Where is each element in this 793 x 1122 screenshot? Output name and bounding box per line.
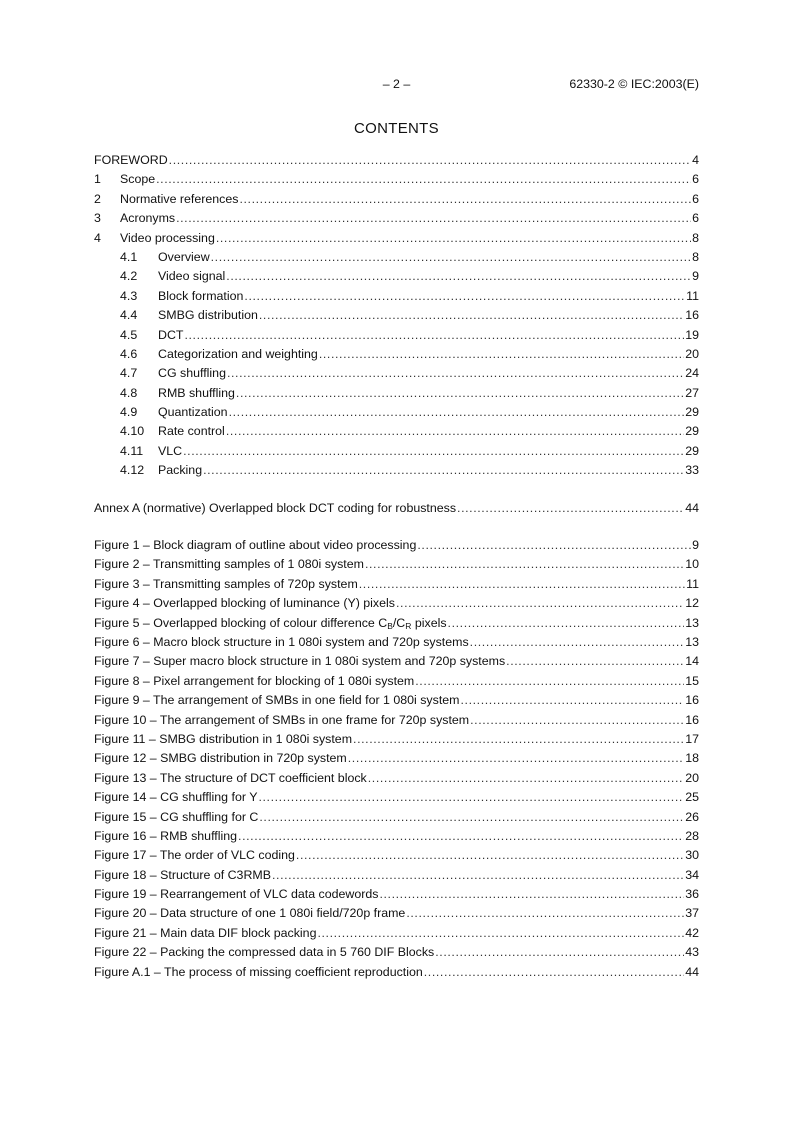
toc-entry-text: Figure 19 – Rearrangement of VLC data codewords: [94, 887, 379, 902]
toc-entry-text: Figure 8 – Pixel arrangement for blocking of 1 080i system: [94, 673, 415, 688]
toc-page-number: 10: [685, 557, 699, 572]
toc-subclause-entry[interactable]: [94, 422, 699, 441]
toc-page-number: 36: [685, 887, 699, 902]
toc-entry-text: Figure 2 – Transmitting samples of 1 080i system: [94, 557, 364, 572]
toc-entry-text: Block formation: [158, 288, 244, 303]
toc-dot-leader: [406, 904, 684, 923]
toc-figure-entry[interactable]: [94, 575, 699, 594]
toc-entry-text: Figure 16 – RMB shuffling: [94, 828, 238, 843]
toc-subclause-entry[interactable]: [94, 403, 699, 422]
toc-dot-leader: [368, 769, 684, 788]
page-number: – 2 –: [382, 77, 411, 91]
toc-subclause-entry[interactable]: [94, 345, 699, 364]
toc-page-number: 29: [685, 443, 699, 458]
toc-spacer: [94, 481, 699, 499]
toc-subclause-entry[interactable]: [94, 364, 699, 383]
toc-entry-text: Figure 18 – Structure of C3RMB: [94, 867, 271, 882]
toc-page-number: 11: [686, 288, 699, 303]
toc-entry-text: Figure 17 – The order of VLC coding: [94, 848, 295, 863]
toc-page-number: 37: [685, 906, 699, 921]
toc-dot-leader: [296, 846, 684, 865]
toc-entry-text: SMBG distribution: [158, 308, 258, 323]
toc-entry-text: Rate control: [158, 424, 225, 439]
toc-page-number: 8: [692, 230, 699, 245]
toc-clause-number: 4.1: [120, 249, 138, 264]
toc-entry-text: Figure 13 – The structure of DCT coefficient block: [94, 770, 367, 785]
toc-subclause-entry[interactable]: [94, 306, 699, 325]
toc-dot-leader: [203, 461, 684, 480]
toc-entry-annex-a[interactable]: [94, 499, 699, 518]
toc-page-number: 44: [685, 500, 699, 515]
toc-page-number: 25: [685, 790, 699, 805]
toc-clause-number: 4.2: [120, 269, 138, 284]
toc-page-number: 27: [685, 385, 699, 400]
toc-figure-entry[interactable]: [94, 594, 699, 613]
toc-figure-entry[interactable]: [94, 924, 699, 943]
toc-entry-text: Figure 4 – Overlapped blocking of luminance (Y) pixels: [94, 596, 395, 611]
toc-page-number: 8: [692, 249, 699, 264]
toc-page-number: 4: [692, 153, 699, 167]
toc-figure-entry[interactable]: [94, 711, 699, 730]
toc-dot-leader: [348, 749, 684, 768]
toc-entry-text: Figure 20 – Data structure of one 1 080i field/720p frame: [94, 906, 406, 921]
toc-dot-leader: [239, 190, 691, 209]
toc-page-number: 14: [685, 654, 699, 669]
toc-dot-leader: [424, 963, 684, 982]
page-header: [94, 77, 699, 93]
toc-dot-leader: [258, 788, 684, 807]
toc-figure-entry[interactable]: [94, 846, 699, 865]
toc-dot-leader: [415, 672, 684, 691]
toc-dot-leader: [226, 422, 684, 441]
table-of-contents: [94, 151, 699, 982]
toc-entry-normative-references[interactable]: [94, 190, 699, 209]
toc-entry-text: Figure 11 – SMBG distribution in 1 080i system: [94, 731, 353, 746]
toc-dot-leader: [156, 170, 691, 189]
toc-page-number: 42: [685, 925, 699, 940]
toc-page-number: 6: [692, 191, 699, 206]
toc-clause-number: 1: [94, 172, 101, 187]
contents-title: CONTENTS: [354, 120, 439, 137]
toc-subclause-entry[interactable]: [94, 248, 699, 267]
toc-page-number: 12: [685, 596, 699, 611]
toc-entry-text: Categorization and weighting: [158, 346, 318, 361]
toc-dot-leader: [211, 248, 691, 267]
toc-figure-entry[interactable]: [94, 672, 699, 691]
toc-clause-number: 4: [94, 230, 101, 245]
toc-entry-text: Scope: [120, 172, 156, 187]
toc-page-number: 26: [685, 809, 699, 824]
toc-entry-text: Annex A (normative) Overlapped block DCT coding for robustness: [94, 500, 457, 515]
toc-page-number: 13: [685, 634, 699, 649]
toc-figure-entry[interactable]: [94, 749, 699, 768]
toc-page-number: 16: [685, 308, 699, 323]
toc-dot-leader: [470, 633, 685, 652]
toc-subclause-entry[interactable]: [94, 461, 699, 480]
toc-entry-video-processing[interactable]: [94, 229, 699, 248]
toc-dot-leader: [216, 229, 691, 248]
toc-entry-text: FOREWORD: [94, 153, 168, 167]
toc-entry-text: Normative references: [120, 191, 239, 206]
toc-dot-leader: [226, 267, 691, 286]
toc-clause-number: 4.11: [120, 443, 144, 458]
toc-clause-number: 2: [94, 191, 101, 206]
document-reference: 62330-2 © IEC:2003(E): [569, 77, 699, 91]
toc-dot-leader: [169, 151, 691, 170]
toc-dot-leader: [176, 209, 691, 228]
toc-page-number: 17: [685, 731, 699, 746]
toc-dot-leader: [319, 345, 684, 364]
toc-figure-entry[interactable]: [94, 808, 699, 827]
toc-clause-number: 4.8: [120, 385, 138, 400]
toc-page-number: 29: [685, 405, 699, 420]
toc-page-number: 13: [685, 615, 699, 630]
toc-figure-entry[interactable]: [94, 555, 699, 574]
toc-page-number: 19: [685, 327, 699, 342]
toc-entry-text: Figure 10 – The arrangement of SMBs in one frame for 720p system: [94, 712, 470, 727]
toc-dot-leader: [259, 306, 684, 325]
toc-entry-text: Overview: [158, 249, 210, 264]
toc-dot-leader: [236, 384, 684, 403]
toc-dot-leader: [238, 827, 684, 846]
toc-page-number: 18: [685, 751, 699, 766]
toc-page-number: 28: [685, 828, 699, 843]
toc-entry-text: Figure 5 – Overlapped blocking of colour difference $C_B/C_R$ pixels: [94, 615, 447, 631]
toc-figure-entry[interactable]: [94, 536, 699, 555]
toc-dot-leader: [183, 442, 684, 461]
toc-entry-text: Figure 15 – CG shuffling for C: [94, 809, 259, 824]
toc-dot-leader: [359, 575, 685, 594]
toc-page-number: 24: [685, 366, 699, 381]
toc-dot-leader: [379, 885, 684, 904]
toc-subclause-entry[interactable]: [94, 384, 699, 403]
toc-entry-text: Quantization: [158, 405, 228, 420]
toc-dot-leader: [317, 924, 684, 943]
toc-figure-entry[interactable]: [94, 943, 699, 962]
toc-dot-leader: [353, 730, 684, 749]
toc-dot-leader: [184, 326, 684, 345]
toc-page-number: 16: [685, 693, 699, 708]
toc-clause-number: 4.12: [120, 463, 145, 478]
toc-entry-text: Figure 9 – The arrangement of SMBs in one field for 1 080i system: [94, 693, 460, 708]
toc-dot-leader: [396, 594, 684, 613]
toc-dot-leader: [457, 499, 684, 518]
toc-figure-entry[interactable]: [94, 866, 699, 885]
toc-entry-text: Figure 12 – SMBG distribution in 720p system: [94, 751, 347, 766]
toc-subclause-entry[interactable]: [94, 287, 699, 306]
toc-clause-number: 3: [94, 211, 101, 226]
toc-page-number: 43: [685, 945, 699, 960]
toc-dot-leader: [244, 287, 685, 306]
toc-page-number: 29: [685, 424, 699, 439]
toc-subclause-entry[interactable]: [94, 442, 699, 461]
toc-entry-text: Figure 21 – Main data DIF block packing: [94, 925, 317, 940]
toc-figure-entry[interactable]: [94, 633, 699, 652]
toc-figure-entry[interactable]: [94, 730, 699, 749]
toc-entry-text: VLC: [158, 443, 183, 458]
toc-subclause-entry[interactable]: [94, 267, 699, 286]
toc-entry-text: Acronyms: [120, 211, 176, 226]
toc-page-number: 9: [692, 269, 699, 284]
toc-clause-number: 4.9: [120, 405, 138, 420]
toc-page-number: 15: [685, 673, 699, 688]
toc-page-number: 44: [685, 964, 699, 979]
toc-entry-text: Figure 7 – Super macro block structure in 1 080i system and 720p systems: [94, 654, 506, 669]
toc-entry-acronyms[interactable]: [94, 209, 699, 228]
toc-entry-text: Figure 6 – Macro block structure in 1 080i system and 720p systems: [94, 634, 469, 649]
toc-entry-text: Figure 14 – CG shuffling for Y: [94, 790, 258, 805]
toc-figure-entry[interactable]: [94, 652, 699, 671]
toc-page-number: 9: [692, 538, 699, 553]
toc-entry-text: Video signal: [158, 269, 226, 284]
toc-page-number: 6: [692, 211, 699, 226]
toc-dot-leader: [417, 536, 691, 555]
toc-dot-leader: [272, 866, 684, 885]
toc-entry-text: CG shuffling: [158, 366, 226, 381]
toc-figure-entry[interactable]: [94, 769, 699, 788]
toc-page-number: 20: [685, 346, 699, 361]
toc-dot-leader: [229, 403, 685, 422]
toc-entry-foreword[interactable]: [94, 151, 699, 170]
toc-clause-number: 4.6: [120, 346, 138, 361]
toc-figure-entry[interactable]: [94, 788, 699, 807]
toc-subclause-list: [94, 248, 699, 481]
toc-clause-number: 4.5: [120, 327, 138, 342]
toc-figure-list: [94, 536, 699, 982]
toc-dot-leader: [435, 943, 684, 962]
toc-clause-number: 4.7: [120, 366, 138, 381]
toc-page-number: 11: [686, 576, 699, 591]
toc-figure-entry[interactable]: [94, 691, 699, 710]
toc-entry-text: Figure A.1 – The process of missing coefficient reproduction: [94, 964, 423, 979]
toc-figure-entry[interactable]: [94, 827, 699, 846]
toc-dot-leader: [460, 691, 684, 710]
toc-page-number: 6: [692, 172, 699, 187]
toc-dot-leader: [259, 808, 684, 827]
toc-entry-scope[interactable]: [94, 170, 699, 189]
toc-dot-leader: [506, 652, 684, 671]
toc-dot-leader: [470, 711, 684, 730]
toc-figure-entry[interactable]: [94, 614, 699, 633]
toc-page-number: 33: [685, 463, 699, 478]
toc-entry-text: Figure 22 – Packing the compressed data in 5 760 DIF Blocks: [94, 945, 435, 960]
toc-dot-leader: [365, 555, 684, 574]
toc-page-number: 20: [685, 770, 699, 785]
toc-page-number: 34: [685, 867, 699, 882]
toc-figure-entry[interactable]: [94, 885, 699, 904]
toc-entry-text: Figure 3 – Transmitting samples of 720p system: [94, 576, 358, 591]
toc-clause-number: 4.4: [120, 308, 138, 323]
toc-figure-entry[interactable]: [94, 904, 699, 923]
toc-entry-text: RMB shuffling: [158, 385, 235, 400]
toc-spacer: [94, 518, 699, 536]
toc-entry-text: Video processing: [120, 230, 215, 245]
toc-page-number: 16: [685, 712, 699, 727]
toc-entry-text: Figure 1 – Block diagram of outline about video processing: [94, 538, 417, 553]
toc-clause-number: 4.3: [120, 288, 138, 303]
toc-entry-text: Packing: [158, 463, 203, 478]
toc-page-number: 30: [685, 848, 699, 863]
toc-entry-text: DCT: [158, 327, 184, 342]
toc-clause-number: 4.10: [120, 424, 145, 439]
toc-dot-leader: [448, 614, 685, 633]
toc-figure-entry[interactable]: [94, 963, 699, 982]
toc-dot-leader: [227, 364, 684, 383]
toc-subclause-entry[interactable]: [94, 326, 699, 345]
